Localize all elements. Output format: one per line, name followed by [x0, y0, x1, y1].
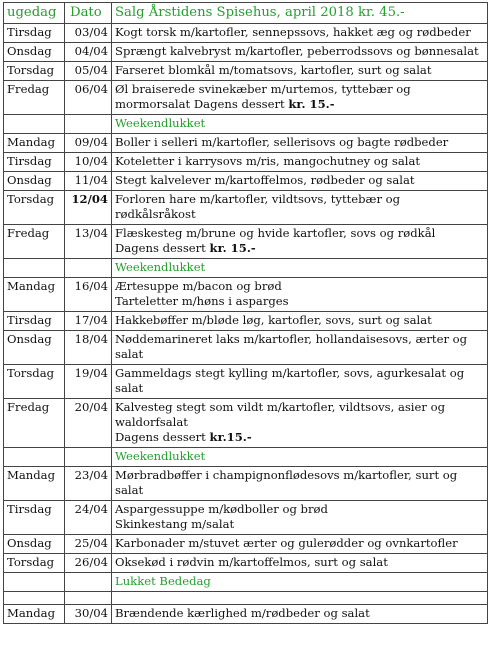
header-row — [4, 3, 488, 24]
menu-row — [4, 331, 488, 365]
dessert-price: kr. 15.- — [209, 241, 256, 255]
empty-cell — [65, 259, 112, 278]
dish-line: Mørbradbøffer i champignonflødesovs m/kartofler, surt og salat — [115, 468, 458, 497]
dish-description — [112, 81, 488, 115]
dish-line: Kalvesteg stegt som vildt m/kartofler, vildtsovs, asier og waldorfsalat — [115, 400, 446, 429]
menu-row — [4, 399, 488, 448]
dish-description — [112, 331, 488, 365]
date: 13/04 — [65, 225, 112, 259]
weekday: Tirsdag — [4, 312, 65, 331]
weekday: Tirsdag — [4, 24, 65, 43]
menu-row — [4, 172, 488, 191]
date: 09/04 — [65, 134, 112, 153]
dish-line: Karbonader m/stuvet ærter og gulerødder og ovnkartofler — [115, 536, 458, 550]
dish-description — [112, 43, 488, 62]
dish-line: Gammeldags stegt kylling m/kartofler, sovs, agurkesalat og salat — [115, 366, 465, 395]
weekday: Tirsdag — [4, 501, 65, 535]
date: 11/04 — [65, 172, 112, 191]
date: 12/04 — [65, 191, 112, 225]
closed-note: Lukket Bededag — [112, 573, 488, 592]
closed-note-row — [4, 259, 488, 278]
dessert-price: kr. 15.- — [288, 97, 335, 111]
empty-cell — [4, 115, 65, 134]
date: 17/04 — [65, 312, 112, 331]
date: 04/04 — [65, 43, 112, 62]
menu-row — [4, 278, 488, 312]
empty-cell — [65, 573, 112, 592]
header-date-label: Dato — [65, 3, 112, 24]
date: 23/04 — [65, 467, 112, 501]
weekday: Fredag — [4, 399, 65, 448]
dish-description — [112, 312, 488, 331]
empty-cell — [112, 592, 488, 605]
dish-description — [112, 467, 488, 501]
dish-line: Oksekød i rødvin m/kartoffelmos, surt og salat — [115, 555, 388, 569]
closed-note-row — [4, 448, 488, 467]
dish-description — [112, 278, 488, 312]
dish-line: Flæskesteg m/brune og hvide kartofler, sovs og rødkål — [115, 226, 436, 240]
dish-line: Brændende kærlighed m/rødbeder og salat — [115, 606, 370, 620]
dish-line: Ærtesuppe m/bacon og brød — [115, 279, 282, 293]
weekday: Onsdag — [4, 172, 65, 191]
menu-row — [4, 501, 488, 535]
menu-row — [4, 554, 488, 573]
date: 10/04 — [65, 153, 112, 172]
dish-description — [112, 501, 488, 535]
menu-table — [3, 2, 488, 624]
dish-line: Sprængt kalvebryst m/kartofler, peberrodssovs og bønnesalat — [115, 44, 479, 58]
spacer-row — [4, 592, 488, 605]
dish-description — [112, 172, 488, 191]
dish-description — [112, 399, 488, 448]
dish-description — [112, 554, 488, 573]
menu-row — [4, 24, 488, 43]
empty-cell — [4, 573, 65, 592]
dish-line: Øl braiserede svinekæber m/urtemos, tyttebær og mormorsalat Dagens dessert — [115, 82, 411, 111]
dish-line: Skinkestang m/salat — [115, 517, 235, 531]
weekday: Torsdag — [4, 554, 65, 573]
menu-row — [4, 153, 488, 172]
dish-description — [112, 191, 488, 225]
weekday: Onsdag — [4, 331, 65, 365]
weekday: Mandag — [4, 467, 65, 501]
menu-row — [4, 81, 488, 115]
weekday: Torsdag — [4, 365, 65, 399]
empty-cell — [4, 592, 65, 605]
header-title: Salg Årstidens Spisehus, april 2018 kr. 45.- — [112, 3, 488, 24]
menu-row — [4, 365, 488, 399]
header-day-label: ugedag — [4, 3, 65, 24]
dish-line: Dagens dessert — [115, 430, 206, 444]
dish-description — [112, 134, 488, 153]
date: 19/04 — [65, 365, 112, 399]
date: 25/04 — [65, 535, 112, 554]
closed-note: Weekendlukket — [112, 448, 488, 467]
empty-cell — [4, 259, 65, 278]
dish-line: Aspargessuppe m/kødboller og brød — [115, 502, 328, 516]
date: 03/04 — [65, 24, 112, 43]
menu-row — [4, 134, 488, 153]
dish-line: Kogt torsk m/kartofler, sennepssovs, hakket æg og rødbeder — [115, 25, 471, 39]
dish-line: Dagens dessert — [115, 241, 206, 255]
dish-line: Tarteletter m/høns i asparges — [115, 294, 289, 308]
dish-line: Hakkebøffer m/bløde løg, kartofler, sovs, surt og salat — [115, 313, 432, 327]
weekday: Fredag — [4, 81, 65, 115]
menu-row — [4, 225, 488, 259]
weekday: Torsdag — [4, 191, 65, 225]
date: 30/04 — [65, 605, 112, 624]
closed-note-row — [4, 115, 488, 134]
closed-note-row — [4, 573, 488, 592]
weekday: Mandag — [4, 605, 65, 624]
weekday: Onsdag — [4, 43, 65, 62]
dish-line: Nøddemarineret laks m/kartofler, hollandaisesovs, ærter og salat — [115, 332, 468, 361]
weekday: Mandag — [4, 278, 65, 312]
date: 26/04 — [65, 554, 112, 573]
dish-description — [112, 605, 488, 624]
dish-line: Farseret blomkål m/tomatsovs, kartofler, surt og salat — [115, 63, 432, 77]
menu-row — [4, 535, 488, 554]
date: 16/04 — [65, 278, 112, 312]
weekday: Tirsdag — [4, 153, 65, 172]
menu-row — [4, 62, 488, 81]
dish-description — [112, 24, 488, 43]
dish-line: Stegt kalvelever m/kartoffelmos, rødbeder og salat — [115, 173, 415, 187]
closed-note: Weekendlukket — [112, 259, 488, 278]
menu-row — [4, 312, 488, 331]
weekday: Mandag — [4, 134, 65, 153]
dish-line: Boller i selleri m/kartofler, sellerisovs og bagte rødbeder — [115, 135, 449, 149]
closed-note: Weekendlukket — [112, 115, 488, 134]
date: 24/04 — [65, 501, 112, 535]
date: 18/04 — [65, 331, 112, 365]
menu-row — [4, 467, 488, 501]
dish-description — [112, 535, 488, 554]
empty-cell — [4, 448, 65, 467]
weekday: Onsdag — [4, 535, 65, 554]
weekday: Torsdag — [4, 62, 65, 81]
empty-cell — [65, 448, 112, 467]
menu-row — [4, 191, 488, 225]
date: 20/04 — [65, 399, 112, 448]
dish-line: Forloren hare m/kartofler, vildtsovs, tyttebær og rødkålsråkost — [115, 192, 401, 221]
date: 06/04 — [65, 81, 112, 115]
menu-table-body — [4, 3, 488, 624]
weekday: Fredag — [4, 225, 65, 259]
empty-cell — [65, 592, 112, 605]
dish-description — [112, 365, 488, 399]
dessert-price: kr.15.- — [209, 430, 252, 444]
dish-description — [112, 225, 488, 259]
menu-row — [4, 605, 488, 624]
dish-line: Koteletter i karrysovs m/ris, mangochutney og salat — [115, 154, 421, 168]
dish-description — [112, 62, 488, 81]
date: 05/04 — [65, 62, 112, 81]
dish-description — [112, 153, 488, 172]
menu-row — [4, 43, 488, 62]
empty-cell — [65, 115, 112, 134]
